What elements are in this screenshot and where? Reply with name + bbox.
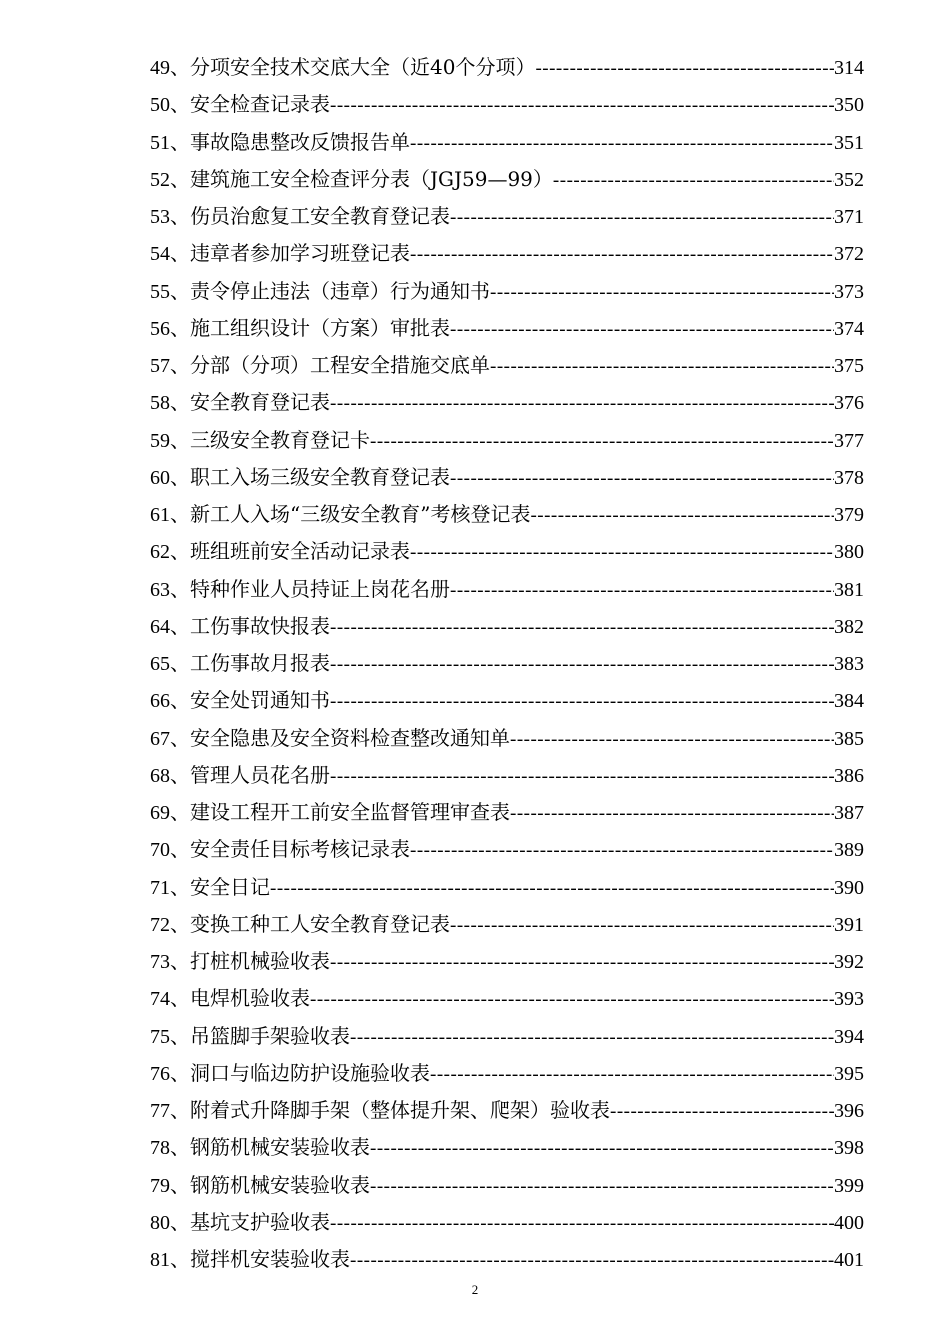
toc-entry-separator: 、 — [170, 241, 190, 266]
toc-dot-leader — [535, 50, 834, 87]
toc-entry-title: 电焊机验收表 — [190, 986, 310, 1011]
toc-dot-leader — [370, 1168, 834, 1205]
toc-entry-number: 68 — [150, 764, 170, 787]
toc-entry-page: 371 — [834, 206, 864, 228]
toc-entry[interactable] — [150, 1092, 864, 1129]
toc-dot-leader — [330, 758, 834, 795]
toc-entry-number: 73 — [150, 951, 170, 973]
toc-entry-number: 55 — [150, 280, 170, 303]
toc-entry-page: 373 — [834, 280, 864, 303]
toc-entry-number: 69 — [150, 802, 170, 824]
toc-entry-number: 53 — [150, 206, 170, 228]
toc-entry-number: 81 — [150, 1249, 170, 1271]
toc-dot-leader — [410, 832, 834, 869]
toc-entry-page: 395 — [834, 1062, 864, 1085]
toc-entry[interactable] — [150, 1241, 864, 1278]
toc-entry-number: 61 — [150, 504, 170, 526]
toc-entry-page: 391 — [834, 913, 864, 936]
toc-entry-page: 352 — [834, 168, 864, 191]
toc-dot-leader — [310, 981, 834, 1018]
toc-entry-title: 钢筋机械安装验收表 — [190, 1172, 370, 1197]
toc-entry-title: 工伤事故快报表 — [190, 613, 330, 638]
toc-entry-separator: 、 — [170, 613, 190, 638]
toc-entry-title: 附着式升降脚手架（整体提升架、爬架）验收表 — [190, 1098, 610, 1122]
toc-entry-number: 52 — [150, 168, 170, 191]
toc-entry-page: 383 — [834, 653, 864, 675]
toc-entry-page: 380 — [834, 541, 864, 564]
toc-dot-leader — [330, 609, 834, 646]
toc-entry-number: 71 — [150, 876, 170, 899]
toc-entry[interactable] — [150, 124, 864, 161]
toc-entry-title: 安全检查记录表 — [190, 92, 330, 117]
toc-entry-title: 责令停止违法（违章）行为通知书 — [190, 278, 490, 303]
toc-entry-number: 56 — [150, 317, 170, 340]
toc-dot-leader — [450, 199, 834, 236]
toc-entry-number: 60 — [150, 466, 170, 489]
toc-entry-separator: 、 — [170, 1135, 190, 1160]
toc-entry-page: 400 — [834, 1211, 864, 1234]
toc-entry-title: 事故隐患整改反馈报告单 — [190, 129, 410, 154]
toc-entry-title: 分部（分项）工程安全措施交底单 — [190, 353, 490, 377]
toc-entry-number: 62 — [150, 541, 170, 564]
toc-entry-number: 64 — [150, 615, 170, 638]
toc-entry[interactable] — [150, 906, 864, 943]
toc-entry-page: 398 — [834, 1137, 864, 1160]
toc-entry-page: 390 — [834, 876, 864, 899]
toc-entry[interactable] — [150, 682, 864, 719]
toc-entry-title: 安全教育登记表 — [190, 390, 330, 415]
toc-entry-page: 350 — [834, 94, 864, 117]
toc-entry-page: 374 — [834, 317, 864, 340]
toc-entry-title: 搅拌机安装验收表 — [190, 1247, 350, 1271]
toc-entry[interactable] — [150, 161, 864, 198]
toc-entry-separator: 、 — [170, 464, 190, 489]
toc-entry[interactable] — [150, 198, 864, 235]
toc-entry-title: 变换工种工人安全教育登记表 — [190, 911, 450, 936]
toc-dot-leader — [330, 944, 834, 981]
toc-entry-title: 钢筋机械安装验收表 — [190, 1135, 370, 1160]
toc-entry-title: 特种作业人员持证上岗花名册 — [190, 576, 450, 601]
toc-entry-title: 建设工程开工前安全监督管理审查表 — [190, 800, 510, 824]
toc-dot-leader — [370, 1130, 834, 1167]
toc-entry-page: 389 — [834, 839, 864, 862]
toc-entry-number: 78 — [150, 1137, 170, 1160]
toc-entry-number: 49 — [150, 57, 170, 79]
toc-dot-leader — [610, 1093, 834, 1130]
toc-entry-title: 施工组织设计（方案）审批表 — [190, 315, 450, 340]
toc-dot-leader — [330, 385, 834, 422]
toc-dot-leader — [530, 497, 834, 534]
toc-entry-page: 376 — [834, 392, 864, 415]
toc-entry-title: 吊篮脚手架验收表 — [190, 1023, 350, 1048]
toc-entry-separator: 、 — [170, 986, 190, 1011]
toc-entry-separator: 、 — [170, 1172, 190, 1197]
toc-dot-leader — [350, 1019, 834, 1056]
toc-dot-leader — [510, 721, 834, 758]
toc-entry-page: 381 — [834, 578, 864, 601]
toc-entry[interactable] — [150, 1129, 864, 1166]
toc-entry-number: 67 — [150, 727, 170, 750]
toc-entry-number: 70 — [150, 839, 170, 862]
toc-entry-separator: 、 — [170, 1023, 190, 1048]
toc-entry-number: 65 — [150, 653, 170, 675]
toc-entry[interactable] — [150, 235, 864, 272]
toc-entry-title: 违章者参加学习班登记表 — [190, 241, 410, 266]
toc-entry-separator: 、 — [170, 539, 190, 564]
toc-entry-page: 392 — [834, 951, 864, 973]
toc-entry-title: 新工人入场“三级安全教育”考核登记表 — [190, 502, 531, 526]
toc-entry-separator: 、 — [170, 874, 190, 899]
toc-entry[interactable] — [150, 1018, 864, 1055]
toc-entry[interactable] — [150, 533, 864, 570]
toc-entry-page: 385 — [834, 727, 864, 750]
toc-entry-page: 351 — [834, 131, 864, 154]
toc-dot-leader — [330, 1205, 834, 1242]
toc-dot-leader — [510, 795, 834, 832]
toc-entry-page: 387 — [834, 802, 864, 824]
toc-entry-page: 377 — [834, 429, 864, 452]
toc-entry[interactable] — [150, 422, 864, 459]
toc-entry-page: 382 — [834, 615, 864, 638]
toc-entry-separator: 、 — [170, 576, 190, 601]
toc-entry[interactable] — [150, 757, 864, 794]
toc-entry-page: 314 — [834, 57, 864, 79]
toc-entry-number: 66 — [150, 690, 170, 713]
toc-entry-title: 洞口与临边防护设施验收表 — [190, 1060, 430, 1085]
table-of-contents — [150, 49, 864, 1278]
toc-entry-separator: 、 — [170, 651, 190, 675]
toc-dot-leader — [450, 460, 834, 497]
toc-entry-separator: 、 — [170, 837, 190, 862]
toc-dot-leader — [330, 683, 834, 720]
toc-entry-separator: 、 — [170, 166, 190, 191]
toc-entry-title: 安全责任目标考核记录表 — [190, 837, 410, 862]
toc-entry-title: 建筑施工安全检查评分表（JGJ59—99） — [190, 166, 553, 191]
toc-entry[interactable] — [150, 645, 864, 682]
toc-dot-leader — [430, 1056, 834, 1093]
toc-entry-number: 57 — [150, 355, 170, 377]
toc-entry-separator: 、 — [170, 1247, 190, 1271]
toc-entry-page: 379 — [834, 504, 864, 526]
toc-entry-separator: 、 — [170, 427, 190, 452]
toc-entry-page: 386 — [834, 764, 864, 787]
toc-entry-number: 79 — [150, 1174, 170, 1197]
toc-entry-separator: 、 — [170, 1098, 190, 1122]
toc-entry[interactable] — [150, 496, 864, 533]
toc-entry[interactable] — [150, 459, 864, 496]
toc-entry-separator: 、 — [170, 315, 190, 340]
toc-entry-number: 75 — [150, 1025, 170, 1048]
toc-dot-leader — [410, 125, 834, 162]
toc-entry-separator: 、 — [170, 1060, 190, 1085]
toc-entry-separator: 、 — [170, 725, 190, 750]
toc-dot-leader — [490, 274, 834, 311]
toc-entry[interactable] — [150, 943, 864, 980]
toc-entry-page: 384 — [834, 690, 864, 713]
toc-entry[interactable] — [150, 310, 864, 347]
toc-entry-page: 393 — [834, 988, 864, 1011]
toc-dot-leader — [450, 311, 834, 348]
toc-entry-number: 51 — [150, 131, 170, 154]
toc-entry-separator: 、 — [170, 204, 190, 228]
toc-dot-leader — [370, 423, 834, 460]
toc-entry[interactable] — [150, 273, 864, 310]
toc-entry-title: 工伤事故月报表 — [190, 651, 330, 675]
toc-entry-title: 职工入场三级安全教育登记表 — [190, 464, 450, 489]
toc-entry-title: 分项安全技术交底大全（近40个分项） — [190, 55, 536, 79]
toc-entry-page: 394 — [834, 1025, 864, 1048]
toc-entry-separator: 、 — [170, 129, 190, 154]
toc-entry[interactable] — [150, 86, 864, 123]
toc-entry-number: 58 — [150, 392, 170, 415]
toc-entry-title: 安全处罚通知书 — [190, 688, 330, 713]
toc-dot-leader — [490, 348, 834, 385]
toc-entry[interactable] — [150, 384, 864, 421]
toc-entry-separator: 、 — [170, 502, 190, 526]
toc-entry-page: 378 — [834, 466, 864, 489]
toc-entry[interactable] — [150, 49, 864, 86]
toc-entry-number: 63 — [150, 578, 170, 601]
toc-entry-number: 76 — [150, 1062, 170, 1085]
toc-dot-leader — [350, 1242, 834, 1279]
toc-entry-number: 59 — [150, 429, 170, 452]
toc-entry-separator: 、 — [170, 278, 190, 303]
toc-dot-leader — [270, 870, 834, 907]
toc-entry-title: 安全隐患及安全资料检查整改通知单 — [190, 725, 510, 750]
toc-entry-number: 72 — [150, 913, 170, 936]
toc-entry-title: 安全日记 — [190, 874, 270, 899]
toc-entry-title: 班组班前安全活动记录表 — [190, 539, 410, 564]
page-number: 2 — [471, 1282, 479, 1297]
toc-entry-title: 三级安全教育登记卡 — [190, 427, 370, 452]
toc-entry-number: 50 — [150, 94, 170, 117]
toc-entry[interactable] — [150, 794, 864, 831]
toc-entry-separator: 、 — [170, 353, 190, 377]
toc-dot-leader — [410, 534, 834, 571]
toc-dot-leader — [410, 236, 834, 273]
toc-entry[interactable] — [150, 831, 864, 868]
toc-entry-title: 管理人员花名册 — [190, 762, 330, 787]
toc-entry[interactable] — [150, 720, 864, 757]
toc-dot-leader — [450, 572, 834, 609]
toc-list — [150, 49, 864, 1278]
toc-entry-separator: 、 — [170, 1209, 190, 1234]
toc-entry-separator: 、 — [170, 949, 190, 973]
toc-dot-leader — [330, 646, 834, 683]
toc-entry-number: 54 — [150, 243, 170, 266]
toc-entry[interactable] — [150, 1204, 864, 1241]
toc-entry-number: 80 — [150, 1211, 170, 1234]
toc-dot-leader — [450, 907, 834, 944]
toc-entry-separator: 、 — [170, 92, 190, 117]
toc-entry[interactable] — [150, 980, 864, 1017]
toc-entry-separator: 、 — [170, 762, 190, 787]
toc-entry-separator: 、 — [170, 390, 190, 415]
toc-entry[interactable] — [150, 571, 864, 608]
toc-entry-page: 375 — [834, 355, 864, 377]
toc-entry[interactable] — [150, 869, 864, 906]
toc-entry-number: 77 — [150, 1100, 170, 1122]
toc-entry-page: 372 — [834, 243, 864, 266]
toc-entry-title: 基坑支护验收表 — [190, 1209, 330, 1234]
toc-entry[interactable] — [150, 1167, 864, 1204]
toc-entry-separator: 、 — [170, 55, 190, 79]
toc-entry-separator: 、 — [170, 911, 190, 936]
toc-entry[interactable] — [150, 1055, 864, 1092]
toc-entry-title: 打桩机械验收表 — [190, 949, 330, 973]
toc-entry-number: 74 — [150, 988, 170, 1011]
toc-entry-separator: 、 — [170, 688, 190, 713]
toc-dot-leader — [553, 162, 834, 199]
toc-entry-page: 401 — [834, 1249, 864, 1271]
toc-entry-page: 396 — [834, 1100, 864, 1122]
toc-entry-title: 伤员治愈复工安全教育登记表 — [190, 204, 450, 228]
toc-entry[interactable] — [150, 347, 864, 384]
toc-entry[interactable] — [150, 608, 864, 645]
toc-entry-page: 399 — [834, 1174, 864, 1197]
toc-dot-leader — [330, 87, 834, 124]
toc-entry-separator: 、 — [170, 800, 190, 824]
